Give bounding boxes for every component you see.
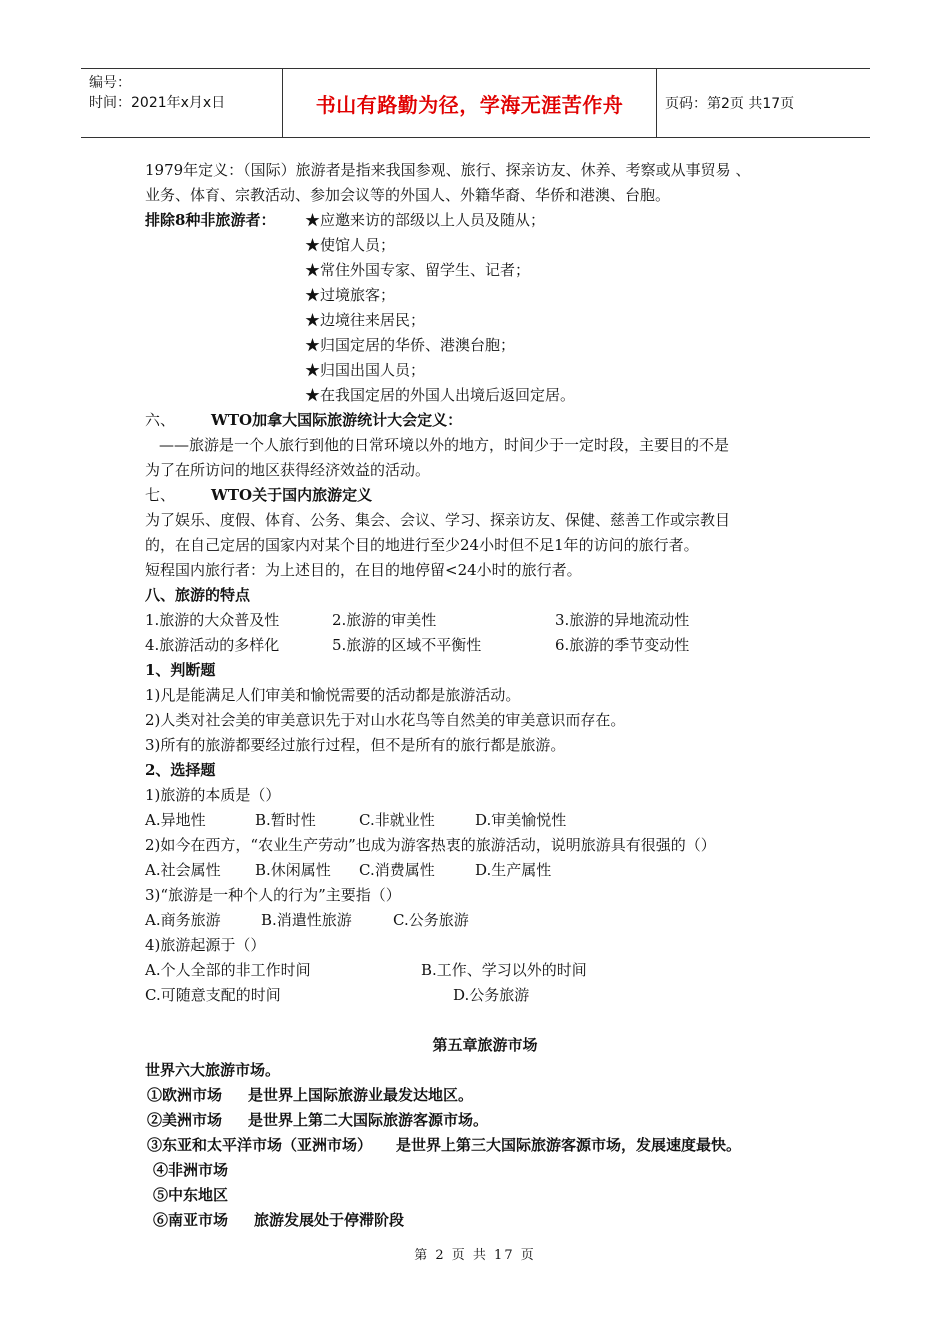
option: A.异地性 bbox=[145, 811, 206, 829]
exclusion-item: ★使馆人员； bbox=[305, 236, 396, 254]
number-label: 编号： bbox=[89, 75, 131, 91]
judgment-item: 3)所有的旅游都要经过旅行过程，但不是所有的旅行都是旅游。 bbox=[145, 736, 566, 754]
exclusion-item: ★应邀来访的部级以上人员及随从； bbox=[305, 211, 546, 229]
question-1: 1)旅游的本质是（） bbox=[145, 786, 281, 804]
judgment-item: 2)人类对社会美的审美意识先于对山水花鸟等自然美的审美意识而存在。 bbox=[145, 711, 626, 729]
judgment-title: 1、判断题 bbox=[145, 661, 216, 679]
option: B.消遣性旅游 bbox=[261, 911, 352, 929]
market-desc: 旅游发展处于停滞阶段 bbox=[254, 1211, 405, 1229]
document-body bbox=[145, 158, 825, 1233]
market-name: ②美洲市场 bbox=[147, 1111, 223, 1129]
header-meta bbox=[81, 69, 282, 137]
features-row-1 bbox=[145, 608, 825, 633]
question-1-options bbox=[145, 808, 825, 833]
header-motto: 书山有路勤为径，学海无涯苦作舟 bbox=[282, 69, 657, 137]
section-6-title: WTO加拿大国际旅游统计大会定义： bbox=[211, 411, 463, 429]
exclusion-item: ★常住外国专家、留学生、记者； bbox=[305, 261, 531, 279]
market-desc: 是世界上国际旅游业最发达地区。 bbox=[248, 1086, 474, 1104]
question-3: 3)“旅游是一种个人的行为”主要指（） bbox=[145, 886, 401, 904]
option: C.消费属性 bbox=[359, 861, 435, 879]
market-name: ①欧洲市场 bbox=[147, 1086, 223, 1104]
exclusion-item: ★归国定居的华侨、港澳台胞； bbox=[305, 336, 516, 354]
option: C.可随意支配的时间 bbox=[145, 986, 281, 1004]
market-name: ⑥南亚市场 bbox=[153, 1211, 229, 1229]
market-item bbox=[145, 1158, 825, 1183]
market-desc: 是世界上第二大国际旅游客源市场。 bbox=[248, 1111, 489, 1129]
definition-1979-line1: 1979年定义：（国际）旅游者是指来我国参观、旅行、探亲访友、休养、考察或从事贸易 、 bbox=[145, 161, 751, 179]
option: B.工作、学习以外的时间 bbox=[421, 961, 587, 979]
exclusion-item: ★在我国定居的外国人出境后返回定居。 bbox=[305, 386, 576, 404]
option: B.暂时性 bbox=[255, 811, 316, 829]
market-name: ④非洲市场 bbox=[153, 1161, 229, 1179]
exclusion-item: ★过境旅客； bbox=[305, 286, 396, 304]
feature-item: 2.旅游的审美性 bbox=[332, 611, 437, 629]
exclusion-item: ★归国出国人员； bbox=[305, 361, 426, 379]
exclusion-label: 排除8种非旅游者： bbox=[145, 211, 276, 229]
question-4-options-row1 bbox=[145, 958, 825, 983]
feature-item: 1.旅游的大众普及性 bbox=[145, 611, 280, 629]
market-item bbox=[145, 1083, 825, 1108]
option: D.生产属性 bbox=[475, 861, 552, 879]
features-row-2 bbox=[145, 633, 825, 658]
question-2: 2)如今在西方，“农业生产劳动”也成为游客热衷的旅游活动，说明旅游具有很强的（） bbox=[145, 836, 716, 854]
exclusion-list bbox=[145, 208, 825, 408]
section-6-line1: ——旅游是一个人旅行到他的日常环境以外的地方，时间少于一定时段，主要目的不是 bbox=[159, 436, 730, 454]
chapter-title: 第五章旅游市场 bbox=[432, 1036, 538, 1054]
option: A.社会属性 bbox=[145, 861, 221, 879]
question-4: 4)旅游起源于（） bbox=[145, 936, 266, 954]
market-item bbox=[145, 1183, 825, 1208]
market-item bbox=[145, 1208, 825, 1233]
section-6-line2: 为了在所访问的地区获得经济效益的活动。 bbox=[145, 461, 431, 479]
market-item bbox=[145, 1133, 825, 1158]
feature-item: 6.旅游的季节变动性 bbox=[555, 636, 690, 654]
section-6-heading bbox=[145, 408, 825, 433]
section-7-line1: 为了娱乐、度假、体育、公务、集会、会议、学习、探亲访友、保健、慈善工作或宗教目 bbox=[145, 511, 731, 529]
markets-list bbox=[145, 1083, 825, 1233]
section-6-number: 六、 bbox=[145, 411, 176, 429]
markets-intro: 世界六大旅游市场。 bbox=[145, 1061, 281, 1079]
feature-item: 5.旅游的区域不平衡性 bbox=[332, 636, 482, 654]
definition-1979-line2: 业务、体育、宗教活动、参加会议等的外国人、外籍华裔、华侨和港澳、台胞。 bbox=[145, 186, 671, 204]
feature-item: 4.旅游活动的多样化 bbox=[145, 636, 280, 654]
option: D.审美愉悦性 bbox=[475, 811, 567, 829]
option: B.休闲属性 bbox=[255, 861, 331, 879]
section-7-title: WTO关于国内旅游定义 bbox=[211, 486, 373, 504]
page-footer: 第 2 页 共 17 页 bbox=[414, 1248, 536, 1263]
page-header bbox=[81, 68, 870, 138]
question-4-options-row2 bbox=[145, 983, 825, 1008]
question-3-options bbox=[145, 908, 825, 933]
question-2-options bbox=[145, 858, 825, 883]
section-7-number: 七、 bbox=[145, 486, 176, 504]
market-desc: 是世界上第三大国际旅游客源市场，发展速度最快。 bbox=[396, 1136, 742, 1154]
header-page-info: 页码：第2页 共17页 bbox=[665, 96, 795, 112]
feature-item: 3.旅游的异地流动性 bbox=[555, 611, 690, 629]
option: C.公务旅游 bbox=[393, 911, 469, 929]
section-7-heading bbox=[145, 483, 825, 508]
choice-title: 2、选择题 bbox=[145, 761, 216, 779]
section-7-line3: 短程国内旅行者：为上述目的，在目的地停留<24小时的旅行者。 bbox=[145, 561, 582, 579]
market-name: ③东亚和太平洋市场（亚洲市场） bbox=[147, 1136, 373, 1154]
date-label: 时间：2021年x月x日 bbox=[89, 95, 226, 111]
exclusion-item: ★边境往来居民； bbox=[305, 311, 426, 329]
section-8-title: 八、旅游的特点 bbox=[145, 586, 251, 604]
option: A.商务旅游 bbox=[145, 911, 221, 929]
option: A.个人全部的非工作时间 bbox=[145, 961, 311, 979]
market-item bbox=[145, 1108, 825, 1133]
section-7-line2: 的，在自己定居的国家内对某个目的地进行至少24小时但不足1年的访问的旅行者。 bbox=[145, 536, 699, 554]
judgment-item: 1)凡是能满足人们审美和愉悦需要的活动都是旅游活动。 bbox=[145, 686, 521, 704]
market-name: ⑤中东地区 bbox=[153, 1186, 229, 1204]
option: C.非就业性 bbox=[359, 811, 435, 829]
option: D.公务旅游 bbox=[453, 986, 530, 1004]
